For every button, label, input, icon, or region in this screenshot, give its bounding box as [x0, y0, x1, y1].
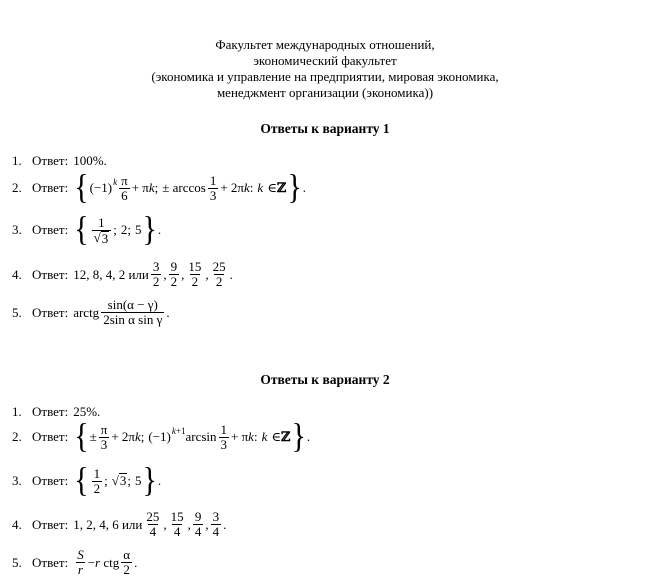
fraction-numerator: 15: [188, 259, 202, 274]
answer-label: Ответ:: [32, 404, 69, 419]
formula: { 1 √ 3 ; 2; 5 } .: [74, 210, 162, 249]
answer-text: 25%.: [73, 404, 101, 419]
fraction-numerator: 15: [170, 509, 184, 524]
answer-label: Ответ:: [32, 429, 69, 444]
answer-2-5: [12, 548, 137, 577]
answer-number: 2.: [12, 429, 22, 444]
header-line: менеджмент организации (экономика)): [216, 85, 434, 100]
fraction-denominator: 4: [194, 524, 202, 539]
fraction-denominator: 2: [215, 274, 223, 289]
fraction-numerator: 9: [194, 509, 202, 524]
formula: { $\frac{1}{2}$ ; √ 3 ; 5 } .: [74, 461, 162, 500]
answer-label: Ответ:: [32, 153, 69, 168]
fraction-denominator: 2: [170, 274, 178, 289]
header-line: (экономика и управление на предприятии, мировая экономика,: [151, 69, 499, 84]
answer-1-2: [12, 168, 306, 207]
header-line: экономический факультет: [253, 53, 397, 68]
answer-label: Ответ:: [32, 266, 69, 282]
formula: $\frac{25}{4}$ , $\frac{15}{4}$ , $\frac{9}{4}$ , $\frac{3}{4}$ .: [146, 509, 227, 539]
answer-label: Ответ:: [32, 222, 69, 237]
answer-text: 12, 8, 4, 2 или: [73, 266, 149, 282]
formula: $\frac{3}{2}$ , $\frac{9}{2}$ , $\frac{15}{2}$ , $\frac{25}{2}$ .: [152, 259, 233, 289]
answer-number: 3.: [12, 222, 22, 237]
answer-1-1: [12, 153, 107, 169]
answer-number: 3.: [12, 473, 22, 488]
variant-2-title: Ответы к варианту 2: [260, 372, 390, 387]
answer-label: Ответ:: [32, 180, 69, 195]
answer-number: 5.: [12, 304, 22, 320]
answer-2-3: [12, 461, 162, 500]
answer-number: 2.: [12, 180, 22, 195]
answer-1-5: [12, 298, 170, 327]
answer-label: Ответ:: [32, 554, 69, 570]
answer-label: Ответ:: [32, 473, 69, 488]
fraction-numerator: 3: [152, 259, 160, 274]
answer-number: 5.: [12, 554, 22, 570]
answer-number: 4.: [12, 266, 22, 282]
answer-1-3: [12, 210, 162, 249]
answer-label: Ответ:: [32, 304, 69, 320]
answer-label: Ответ:: [32, 516, 69, 532]
answer-text: 1, 2, 4, 6 или: [73, 516, 143, 532]
header-line: Факультет международных отношений,: [215, 37, 435, 52]
fraction-numerator: 3: [212, 509, 220, 524]
answer-number: 4.: [12, 516, 22, 532]
fraction-numerator: 25: [146, 509, 160, 524]
variant-1-title: Ответы к варианту 1: [260, 121, 390, 136]
fraction-denominator: 4: [149, 524, 157, 539]
fraction-numerator: 25: [212, 259, 226, 274]
formula: { (−1) k $\frac{\pi}{6}$ + π k ; ± arccos $\frac{1}{3}$ + 2π k : k ∈ ℤ } .: [74, 168, 306, 207]
fraction-denominator: 4: [212, 524, 220, 539]
formula: { ± $\frac{\pi}{3}$ + 2π k ; (−1) k+1 arcsin $\frac{1}{3}$ + π k : k ∈ ℤ } .: [74, 417, 311, 456]
answer-text: 100%.: [73, 153, 107, 168]
fraction-numerator: 9: [170, 259, 178, 274]
answer-1-4: [12, 260, 233, 289]
fraction-denominator: 2: [191, 274, 199, 289]
answer-2-4: [12, 510, 226, 539]
document-header: [0, 37, 650, 101]
fraction-denominator: 4: [173, 524, 181, 539]
formula: arctg $\frac{\sin(\alpha - \gamma)}{\text{2sin α sin γ}}$ .: [73, 297, 170, 327]
answer-2-2: [12, 417, 311, 456]
formula: $\frac{S}{r}$ − r ctg $\frac{\alpha}{2}$ .: [77, 547, 138, 577]
answer-number: 1.: [12, 404, 22, 419]
answer-number: 1.: [12, 153, 22, 168]
fraction-denominator: 2: [152, 274, 160, 289]
